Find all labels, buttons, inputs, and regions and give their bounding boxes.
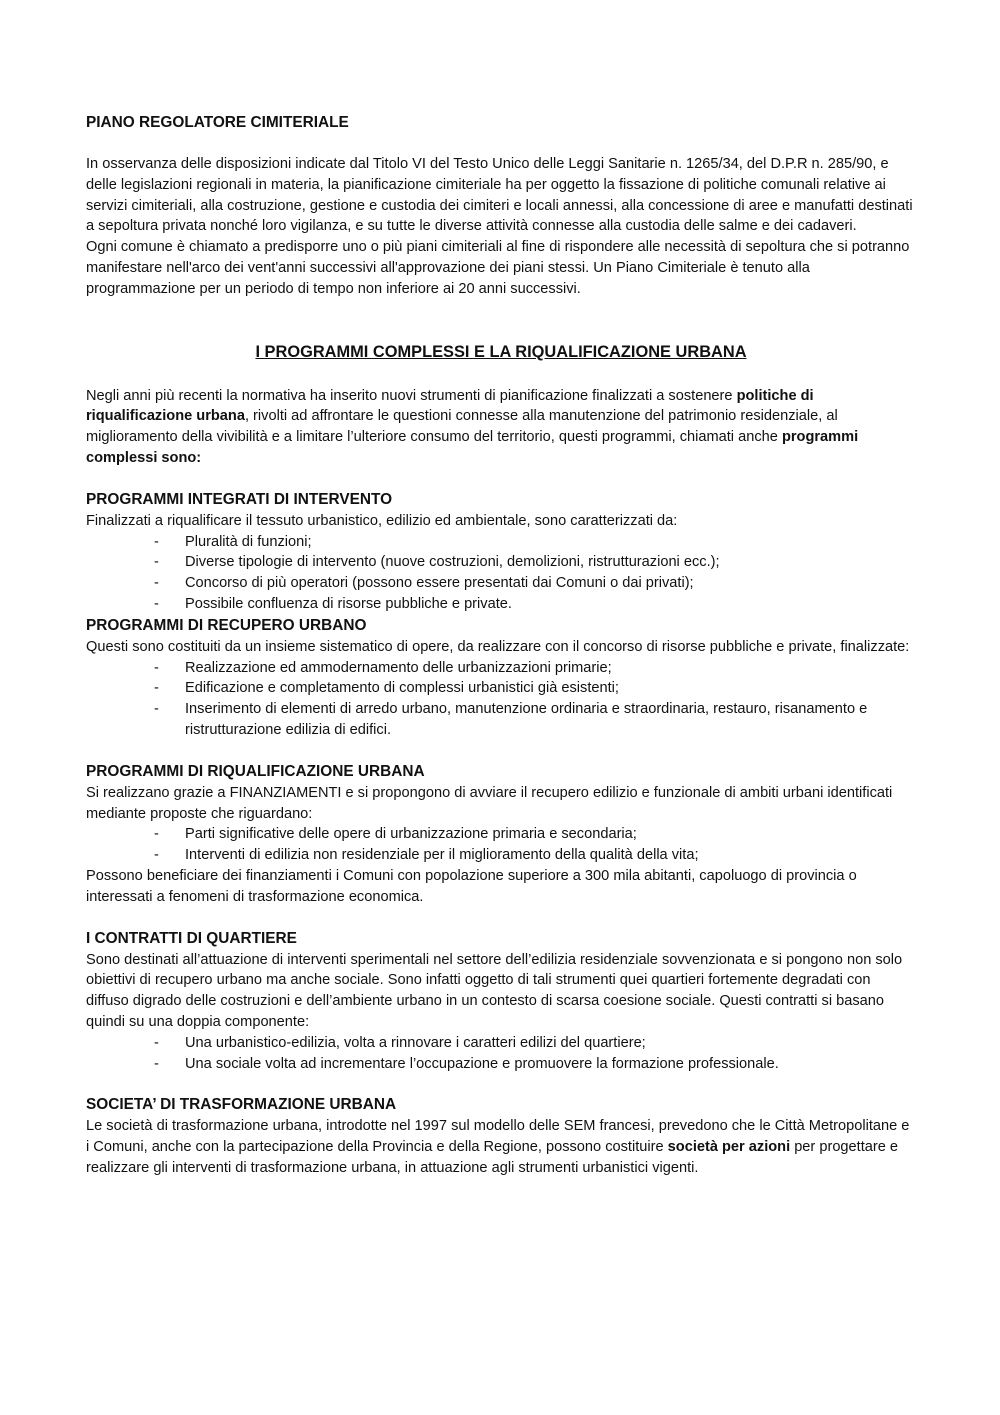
bullet-list (86, 824, 916, 866)
section-title-contratti-quartiere: I CONTRATTI DI QUARTIERE (86, 929, 297, 947)
list-item: - Realizzazione ed ammodernamento delle urbanizzazioni primarie; (86, 658, 916, 679)
section-title-programmi-integrati: PROGRAMMI INTEGRATI DI INTERVENTO (86, 490, 393, 508)
list-item: - Interventi di edilizia non residenziale per il miglioramento della qualità della vita; (86, 845, 916, 866)
intro-text: , rivolti ad affrontare le questioni connesse alla manutenzione del patrimonio residenziale, al miglioramento della vivibilità e a limitare l’ulteriore consumo del territorio, questi programmi, chiamati anche (86, 408, 838, 446)
list-item: - Concorso di più operatori (possono essere presentati dai Comuni o dai privati); (86, 573, 916, 594)
paragraph-text: per progettare e realizzare gli interventi di trasformazione urbana, in attuazione agli strumenti urbanistici vigenti. (86, 1139, 899, 1176)
list-item: - Possibile confluenza di risorse pubbliche e private. (86, 594, 916, 615)
list-item: - Una urbanistico-edilizia, volta a rinnovare i caratteri edilizi del quartiere; (86, 1033, 916, 1054)
list-item: - Diverse tipologie di intervento (nuove costruzioni, demolizioni, ristrutturazioni ecc.); (86, 552, 916, 573)
bullet-list (86, 658, 916, 741)
list-item: - Inserimento di elementi di arredo urbano, manutenzione ordinaria e straordinaria, restauro, risanamento e ristrutturazione edilizia di edifici. (86, 699, 916, 741)
paragraph-text: Le società di trasformazione urbana, introdotte nel 1997 sul modello delle SEM francesi, prevedono che le Città Metropolitane e i Comuni, anche con la partecipazione della Provincia e della Regione, possono costituire (86, 1118, 910, 1156)
paragraph: Finalizzati a riqualificare il tessuto urbanistico, edilizio ed ambientale, sono caratterizzati da: (86, 512, 678, 529)
section-title-riqualificazione-urbana: PROGRAMMI DI RIQUALIFICAZIONE URBANA (86, 762, 425, 780)
section-title-piano-regolatore: PIANO REGOLATORE CIMITERIALE (86, 114, 349, 131)
intro-bold-text: politiche di riqualificazione urbana (86, 387, 814, 425)
paragraph: Sono destinati all’attuazione di interventi sperimentali nel settore dell’edilizia residenziale sovvenzionata e si pongono non solo obiettivi di recupero urbano ma anche sociale. Sono infatti oggetto di tali strumenti quei quartieri fortemente degradati con diffuso digrado delle costruzioni e dell’ambiente urbano in un contesto di scarsa coesione sociale. Questi contratti si basano quindi su una doppia componente: (86, 951, 903, 1030)
paragraph: Si realizzano grazie a FINANZIAMENTI e si propongono di avviare il recupero edilizio e funzionale di ambiti urbani identificati mediante proposte che riguardano: (86, 784, 893, 822)
paragraph: Possono beneficiare dei finanziamenti i Comuni con popolazione superiore a 300 mila abitanti, capoluogo di provincia o interessati a fenomeni di trasformazione economica. (86, 867, 857, 905)
document-body (86, 112, 916, 1179)
list-item: - Pluralità di funzioni; (86, 532, 916, 553)
intro-paragraph (86, 386, 916, 469)
intro-text: Negli anni più recenti la normativa ha inserito nuovi strumenti di pianificazione finalizzati a sostenere (86, 387, 737, 404)
paragraph (86, 1116, 916, 1178)
intro-bold-text: programmi complessi sono: (86, 429, 859, 466)
bullet-list (86, 532, 916, 615)
bold-text: società per azioni (667, 1139, 791, 1156)
list-item: - Una sociale volta ad incrementare l’occupazione e promuovere la formazione professionale. (86, 1054, 916, 1075)
paragraph: In osservanza delle disposizioni indicate dal Titolo VI del Testo Unico delle Leggi Sanitarie n. 1265/34, del D.P.R n. 285/90, e delle legislazioni regionali in materia, la pianificazione cimiteriale ha per oggetto la fissazione di politiche comunali relative ai servizi cimiteriali, alla costruzione, gestione e custodia dei cimiteri e locali annessi, alla concessione di aree e manufatti destinati a sepoltura privata nonché loro vigilanza, e su tutte le diverse attività connesse alla custodia delle salme e dei cadaveri. (86, 156, 913, 235)
paragraph: Ogni comune è chiamato a predisporre uno o più piani cimiteriali al fine di rispondere alle necessità di sepoltura che si potranno manifestare nell'arco dei vent'anni successivi all'approvazione dei piani stessi. Un Piano Cimiteriale è tenuto alla programmazione per un periodo di tempo non inferiore ai 20 anni successivi. (86, 239, 910, 297)
list-item: - Parti significative delle opere di urbanizzazione primaria e secondaria; (86, 824, 916, 845)
section-title-recupero-urbano: PROGRAMMI DI RECUPERO URBANO (86, 616, 367, 634)
bullet-list (86, 1033, 916, 1075)
main-title: I PROGRAMMI COMPLESSI E LA RIQUALIFICAZIONE URBANA (255, 342, 747, 361)
section-title-societa-trasformazione: SOCIETA’ DI TRASFORMAZIONE URBANA (86, 1096, 397, 1114)
paragraph: Questi sono costituiti da un insieme sistematico di opere, da realizzare con il concorso di risorse pubbliche e private, finalizzate: (86, 638, 910, 655)
list-item: - Edificazione e completamento di complessi urbanistici già esistenti; (86, 678, 916, 699)
